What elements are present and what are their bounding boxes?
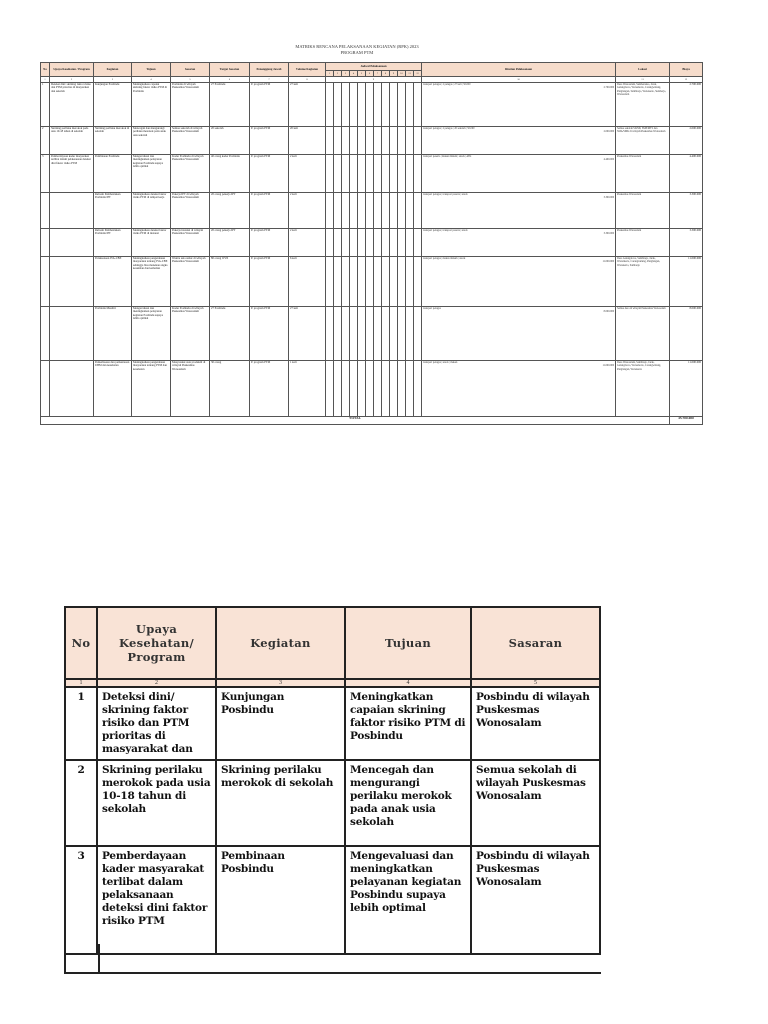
schedule-cell — [382, 256, 390, 306]
rpk-header-lokasi: Lokasi — [616, 63, 670, 77]
row-target: 27 Posbindu — [210, 306, 250, 360]
row-no: 2 — [65, 760, 97, 846]
table-row — [41, 126, 703, 154]
schedule-cell — [350, 256, 358, 306]
row-kegiatan: Pembinaan Posbindu — [216, 846, 345, 954]
schedule-cell — [382, 228, 390, 256]
row-rincian — [422, 192, 616, 228]
row-sasaran: Semua sekolah di wilayah Puskesmas Wonosalam — [171, 126, 210, 154]
row-sasaran: Posbindu di wilayah Puskesmas Wonosalam — [471, 687, 600, 760]
row-lokasi: Puskesmas Wonosalam — [616, 228, 670, 256]
schedule-cell — [382, 360, 390, 416]
row-tujuan: Meningkatkan capaian skrining faktor risiko PTM di Posbindu — [345, 687, 471, 760]
row-pj: P. program PTM — [250, 82, 289, 126]
schedule-cell — [390, 126, 398, 154]
zoom-header-tujuan: Tujuan — [345, 607, 471, 679]
row-sasaran: Kader Posbindu di wilayah Puskesmas Wonosalam — [171, 154, 210, 192]
schedule-cell — [326, 306, 334, 360]
row-pj: P. program PTM — [250, 256, 289, 306]
row-rincian — [422, 256, 616, 306]
schedule-cell — [350, 126, 358, 154]
column-number: 9 — [326, 77, 422, 83]
schedule-cell — [358, 82, 366, 126]
row-no — [41, 228, 50, 256]
schedule-cell — [350, 360, 358, 416]
row-tujuan: Mengevaluasi dan meningkatkan pelayanan kegiatan Posbindu supaya lebih optimal — [132, 154, 171, 192]
schedule-cell — [326, 228, 334, 256]
row-lokasi: Desa Wonosalam, Sambirejo, Jarak, Galengdowo, Wonomerto, Carangwulung, Panglungan, Wonokerto — [616, 360, 670, 416]
column-number: 5 — [171, 77, 210, 83]
row-kegiatan: Pemeriksaan dan pemantauan UBM dan kesehatan — [94, 360, 132, 416]
schedule-cell — [398, 306, 406, 360]
row-tujuan: Mengevaluasi dan meningkatkan pelayanan kegiatan Posbindu supaya lebih optimal — [132, 306, 171, 360]
schedule-cell — [390, 228, 398, 256]
schedule-cell — [342, 126, 350, 154]
row-tujuan: Meningkatkan deteksi faktor risiko PTM di tempat kerja — [132, 192, 171, 228]
schedule-cell — [350, 154, 358, 192]
row-tujuan: Mengevaluasi dan meningkatkan pelayanan kegiatan Posbindu supaya lebih optimal — [345, 846, 471, 954]
row-upaya — [50, 256, 94, 306]
schedule-cell — [398, 154, 406, 192]
row-pj: P. program PTM — [250, 192, 289, 228]
row-rincian-amount: 4.400.000 — [603, 158, 615, 162]
schedule-cell — [374, 126, 382, 154]
row-rincian — [422, 82, 616, 126]
rpk-header-pj: Penanggung Jawab — [250, 63, 289, 77]
row-rincian — [422, 126, 616, 154]
row-biaya: 11.000.000 — [670, 256, 703, 306]
row-lokasi: Desa Wonosalam, Sumbersuko, Jarak, Galengdowo, Wonomerto, Carangwulung, Panglungan, Sambirejo, Wonokerto, Sumberjo, Wonosalam — [616, 82, 670, 126]
row-volume: 1 kali — [289, 360, 326, 416]
schedule-cell — [326, 154, 334, 192]
schedule-cell — [366, 306, 374, 360]
row-target: 20 sekolah — [210, 126, 250, 154]
total-row — [41, 416, 703, 424]
schedule-cell — [334, 228, 342, 256]
total-value: 45.700.000 — [670, 416, 703, 424]
schedule-cell — [342, 192, 350, 228]
schedule-cell — [358, 126, 366, 154]
row-sasaran: Posbindu di wilayah Puskesmas Wonosalam — [471, 846, 600, 954]
schedule-cell — [406, 228, 414, 256]
schedule-cell — [390, 82, 398, 126]
table-row — [41, 306, 703, 360]
rpk-header-target: Target Sasaran — [210, 63, 250, 77]
schedule-cell — [334, 306, 342, 360]
row-sasaran: Kader Posbindu di wilayah Puskesmas Wonosalam — [171, 306, 210, 360]
schedule-cell — [326, 82, 334, 126]
month-label: 8 — [382, 71, 390, 77]
row-rincian-amount: 2.700.000 — [603, 86, 615, 90]
table-row — [41, 154, 703, 192]
table-row — [41, 228, 703, 256]
row-kegiatan: Kunjungan Posbindu — [216, 687, 345, 760]
schedule-cell — [350, 306, 358, 360]
column-number: 11 — [616, 77, 670, 83]
column-number: 1 — [41, 77, 50, 83]
schedule-cell — [398, 360, 406, 416]
column-number: 2 — [50, 77, 94, 83]
schedule-cell — [366, 256, 374, 306]
month-label: 12 — [414, 71, 422, 77]
row-biaya: 8.000.000 — [670, 306, 703, 360]
row-tujuan: Meningkatkan capaian skrining faktor risiko PTM di Posbindu — [132, 82, 171, 126]
row-tujuan: Meningkatkan pengetahuan masyarakat tentang PTM dan kesehatan — [132, 360, 171, 416]
month-label: 6 — [366, 71, 374, 77]
rpk-header-volume: Volume Kegiatan — [289, 63, 326, 77]
zoom-column-number: 2 — [97, 679, 216, 687]
table-row — [65, 760, 600, 846]
row-biaya: 3.300.000 — [670, 228, 703, 256]
row-kegiatan: Kunjungan Posbindu — [94, 82, 132, 126]
schedule-cell — [374, 306, 382, 360]
rpk-header-biaya: Biaya — [670, 63, 703, 77]
total-label: TOTAL — [41, 416, 670, 424]
document-header — [40, 44, 674, 56]
schedule-cell — [382, 192, 390, 228]
column-number: 12 — [670, 77, 703, 83]
schedule-cell — [374, 82, 382, 126]
row-rincian-text: transport petugas | transport peserta | snack — [423, 229, 468, 232]
row-sasaran: Posbindu di wilayah Puskesmas Wonosalam — [171, 82, 210, 126]
schedule-cell — [326, 192, 334, 228]
row-lokasi: Semua desa di wilayah Puskesmas Wonosalam — [616, 306, 670, 360]
row-no — [41, 306, 50, 360]
schedule-cell — [358, 360, 366, 416]
zoom-column-number: 4 — [345, 679, 471, 687]
schedule-cell — [350, 82, 358, 126]
row-sasaran: Masyarakat usia produktif di wilayah Puskesmas Wonosalam — [171, 360, 210, 416]
row-no: 3 — [65, 846, 97, 954]
schedule-cell — [406, 306, 414, 360]
row-tujuan: Meningkatkan pengetahuan masyarakat tentang IVA-CBE sehingga bisa menekan angka kesakitan dan kematian — [132, 256, 171, 306]
schedule-cell — [406, 256, 414, 306]
schedule-cell — [358, 228, 366, 256]
row-upaya: Deteksi dini/ skrining faktor risiko dan PTM prioritas di masyarakat dan sekolah — [50, 82, 94, 126]
month-label: 9 — [390, 71, 398, 77]
schedule-cell — [326, 126, 334, 154]
schedule-cell — [414, 256, 422, 306]
row-volume: 2 kali — [289, 192, 326, 228]
row-volume: 27 kali — [289, 306, 326, 360]
schedule-cell — [358, 154, 366, 192]
row-volume: 20 kali — [289, 126, 326, 154]
row-rincian-amount: 3.300.000 — [603, 196, 615, 200]
column-number: 3 — [94, 77, 132, 83]
zoom-header-upaya: Upaya Kesehatan/ Program — [97, 607, 216, 679]
row-target: 20 orang pekerja IPT — [210, 228, 250, 256]
table-row — [65, 846, 600, 954]
schedule-cell — [382, 126, 390, 154]
schedule-cell — [374, 256, 382, 306]
row-sasaran: Wanita usia subur di wilayah Puskesmas Wonosalam — [171, 256, 210, 306]
table-row — [41, 192, 703, 228]
column-number: 4 — [132, 77, 171, 83]
row-rincian-text: transport peserta | makan minum | snack | ATK — [423, 155, 472, 158]
schedule-cell — [390, 256, 398, 306]
column-number: 8 — [289, 77, 326, 83]
schedule-cell — [414, 82, 422, 126]
row-upaya: Skrining perilaku merokok pada usia 10-18 tahun di sekolah — [97, 760, 216, 846]
schedule-cell — [358, 192, 366, 228]
row-volume: 2 kali — [289, 228, 326, 256]
row-rincian-text: transport petugas | 2 petugas | 27 kali | 50.000 — [423, 83, 471, 86]
row-biaya: 11.000.000 — [670, 360, 703, 416]
rpk-header-row — [41, 63, 703, 71]
zoom-header-row — [65, 607, 600, 679]
rpk-header-jadwal: Jadwal Pelaksanaan — [326, 63, 422, 71]
row-upaya — [50, 228, 94, 256]
zoom-tail-divider — [98, 944, 100, 972]
schedule-cell — [366, 82, 374, 126]
schedule-cell — [398, 228, 406, 256]
row-upaya: Deteksi dini/ skrining faktor risiko dan PTM prioritas di masyarakat dan — [97, 687, 216, 760]
schedule-cell — [358, 306, 366, 360]
schedule-cell — [366, 360, 374, 416]
month-label: 11 — [406, 71, 414, 77]
schedule-cell — [414, 192, 422, 228]
schedule-cell — [414, 228, 422, 256]
schedule-cell — [374, 360, 382, 416]
schedule-cell — [350, 192, 358, 228]
schedule-cell — [374, 154, 382, 192]
schedule-cell — [406, 126, 414, 154]
row-rincian-amount: 2.000.000 — [603, 130, 615, 134]
month-label: 1 — [326, 71, 334, 77]
schedule-cell — [414, 360, 422, 416]
row-kegiatan: Skrining perilaku merokok di sekolah — [216, 760, 345, 846]
row-rincian-text: transport petugas | 2 petugas | 20 sekolah | 50.000 — [423, 127, 475, 130]
schedule-cell — [398, 82, 406, 126]
row-rincian-amount: 3.300.000 — [603, 232, 615, 236]
row-lokasi: Puskesmas Wonosalam — [616, 154, 670, 192]
schedule-cell — [382, 154, 390, 192]
schedule-cell — [342, 228, 350, 256]
schedule-cell — [366, 126, 374, 154]
zoom-column-number: 3 — [216, 679, 345, 687]
rpk-header-kegiatan: Kegiatan — [94, 63, 132, 77]
row-target: 40 orang kader Posbindu — [210, 154, 250, 192]
schedule-cell — [414, 306, 422, 360]
row-pj: P. program PTM — [250, 306, 289, 360]
row-no: 1 — [41, 82, 50, 126]
row-upaya: Pemberdayaan kader masyarakat terlibat dalam pelaksanaan deteksi dini faktor risiko PTM — [50, 154, 94, 192]
schedule-cell — [334, 82, 342, 126]
row-rincian — [422, 360, 616, 416]
schedule-cell — [406, 360, 414, 416]
schedule-cell — [366, 154, 374, 192]
row-rincian-amount: 11.000.000 — [602, 260, 615, 264]
row-rincian-text: transport petugas | transport peserta | snack — [423, 193, 468, 196]
zoom-header-sasaran: Sasaran — [471, 607, 600, 679]
schedule-cell — [334, 360, 342, 416]
row-kegiatan: Skrining perilaku merokok di sekolah — [94, 126, 132, 154]
rpk-header-upaya: Upaya Kesehatan / Program — [50, 63, 94, 77]
schedule-cell — [382, 306, 390, 360]
column-number: 10 — [422, 77, 616, 83]
row-rincian-text: transport petugas | makan minum | snack — [423, 257, 466, 260]
month-label: 5 — [358, 71, 366, 77]
schedule-cell — [406, 192, 414, 228]
row-biaya: 2.000.000 — [670, 126, 703, 154]
document-subtitle: PROGRAM PTM — [340, 50, 374, 55]
row-rincian-text: transport petugas | snack | makan — [423, 361, 458, 364]
schedule-cell — [390, 192, 398, 228]
zoom-table — [64, 606, 601, 955]
zoomed-table-frame — [64, 606, 599, 972]
schedule-cell — [342, 154, 350, 192]
row-upaya: Skrining perilaku merokok pada usia 10-18 tahun di sekolah — [50, 126, 94, 154]
row-lokasi: Puskesmas Wonosalam — [616, 192, 670, 228]
row-pj: P. program PTM — [250, 154, 289, 192]
zoom-column-number: 5 — [471, 679, 600, 687]
schedule-cell — [334, 154, 342, 192]
row-volume: 6 kali — [289, 256, 326, 306]
row-rincian — [422, 228, 616, 256]
row-sasaran: Pekerja IPT di wilayah Puskesmas Wonosalam — [171, 192, 210, 228]
row-lokasi: Desa Galengdowo, Sambirejo, Jarak, Wonomerto, Carangwulung, Panglungan, Wonokerto, Sumberjo — [616, 256, 670, 306]
row-upaya — [50, 360, 94, 416]
schedule-cell — [334, 126, 342, 154]
row-sasaran: Pekerja instansi di wilayah Puskesmas Wonosalam — [171, 228, 210, 256]
row-target: 30 orang — [210, 360, 250, 416]
rpk-header-sasaran: Sasaran — [171, 63, 210, 77]
rpk-table — [40, 62, 703, 425]
schedule-cell — [342, 360, 350, 416]
schedule-cell — [326, 360, 334, 416]
schedule-cell — [334, 256, 342, 306]
row-no: 1 — [65, 687, 97, 760]
schedule-cell — [326, 256, 334, 306]
row-no — [41, 360, 50, 416]
month-label: 7 — [374, 71, 382, 77]
schedule-cell — [374, 192, 382, 228]
row-no: 2 — [41, 126, 50, 154]
rpk-header-no: No — [41, 63, 50, 77]
schedule-cell — [382, 82, 390, 126]
schedule-cell — [398, 126, 406, 154]
schedule-cell — [398, 256, 406, 306]
row-no: 3 — [41, 154, 50, 192]
table-row — [41, 256, 703, 306]
row-upaya — [50, 306, 94, 360]
row-volume: 27 kali — [289, 82, 326, 126]
schedule-cell — [342, 306, 350, 360]
schedule-cell — [342, 256, 350, 306]
row-kegiatan: Posbindu Mandiri — [94, 306, 132, 360]
row-lokasi: Semua sekolah SD/MI, SMP/MTS dan SMA/SMK di wilayah Puskesmas Wonosalam — [616, 126, 670, 154]
schedule-cell — [390, 306, 398, 360]
row-rincian-amount: 11.000.000 — [602, 364, 615, 368]
row-biaya: 2.700.000 — [670, 82, 703, 126]
schedule-cell — [366, 228, 374, 256]
row-rincian-amount: 8.000.000 — [603, 310, 615, 314]
column-number: 7 — [250, 77, 289, 83]
row-pj: P. program PTM — [250, 228, 289, 256]
row-tujuan: Mencegah dan mengurangi perilaku merokok pada anak usia sekolah — [132, 126, 171, 154]
schedule-cell — [406, 82, 414, 126]
schedule-cell — [414, 126, 422, 154]
row-kegiatan: Refresh Pembentukan Posbindu IPT — [94, 228, 132, 256]
row-volume: 2 kali — [289, 154, 326, 192]
rpk-header-rincian: Rincian Pelaksanaan — [422, 63, 616, 77]
row-target: 27 Posbindu — [210, 82, 250, 126]
zoom-header-kegiatan: Kegiatan — [216, 607, 345, 679]
month-label: 10 — [398, 71, 406, 77]
row-rincian — [422, 306, 616, 360]
schedule-cell — [334, 192, 342, 228]
row-pj: P. program PTM — [250, 126, 289, 154]
rpk-header-tujuan: Tujuan — [132, 63, 171, 77]
schedule-cell — [390, 154, 398, 192]
schedule-cell — [366, 192, 374, 228]
row-no — [41, 256, 50, 306]
row-target: 20 orang pekerja IPT — [210, 192, 250, 228]
row-target: 80 orang WUS — [210, 256, 250, 306]
schedule-cell — [390, 360, 398, 416]
row-pj: P. program PTM — [250, 360, 289, 416]
schedule-cell — [374, 228, 382, 256]
zoom-header-no: No — [65, 607, 97, 679]
row-upaya: Pemberdayaan kader masyarakat terlibat dalam pelaksanaan deteksi dini faktor risiko PTM — [97, 846, 216, 954]
row-rincian-text: transport petugas — [423, 307, 441, 310]
schedule-cell — [406, 154, 414, 192]
month-label: 3 — [342, 71, 350, 77]
row-biaya: 3.300.000 — [670, 192, 703, 228]
row-kegiatan: Refresh Pembentukan Posbindu IPT — [94, 192, 132, 228]
row-rincian — [422, 154, 616, 192]
table-row — [41, 82, 703, 126]
row-kegiatan: Pembinaan Posbindu — [94, 154, 132, 192]
document-title: MATRIKS RENCANA PELAKSANAAN KEGIATAN (RPK) 2023 — [295, 44, 419, 49]
row-tujuan: Meningkatkan deteksi faktor risiko PTM di instansi — [132, 228, 171, 256]
row-biaya: 4.400.000 — [670, 154, 703, 192]
schedule-cell — [358, 256, 366, 306]
zoom-table-tail — [64, 944, 601, 974]
column-number: 6 — [210, 77, 250, 83]
zoom-column-number: 1 — [65, 679, 97, 687]
row-no — [41, 192, 50, 228]
schedule-cell — [414, 154, 422, 192]
schedule-cell — [398, 192, 406, 228]
row-upaya — [50, 192, 94, 228]
row-tujuan: Mencegah dan mengurangi perilaku merokok pada anak usia sekolah — [345, 760, 471, 846]
month-label: 2 — [334, 71, 342, 77]
row-kegiatan: Pelaksanaan IVA-CBE — [94, 256, 132, 306]
schedule-cell — [350, 228, 358, 256]
month-label: 4 — [350, 71, 358, 77]
table-row — [41, 360, 703, 416]
zoom-number-row — [65, 679, 600, 687]
row-sasaran: Semua sekolah di wilayah Puskesmas Wonosalam — [471, 760, 600, 846]
table-row — [65, 687, 600, 760]
schedule-cell — [342, 82, 350, 126]
